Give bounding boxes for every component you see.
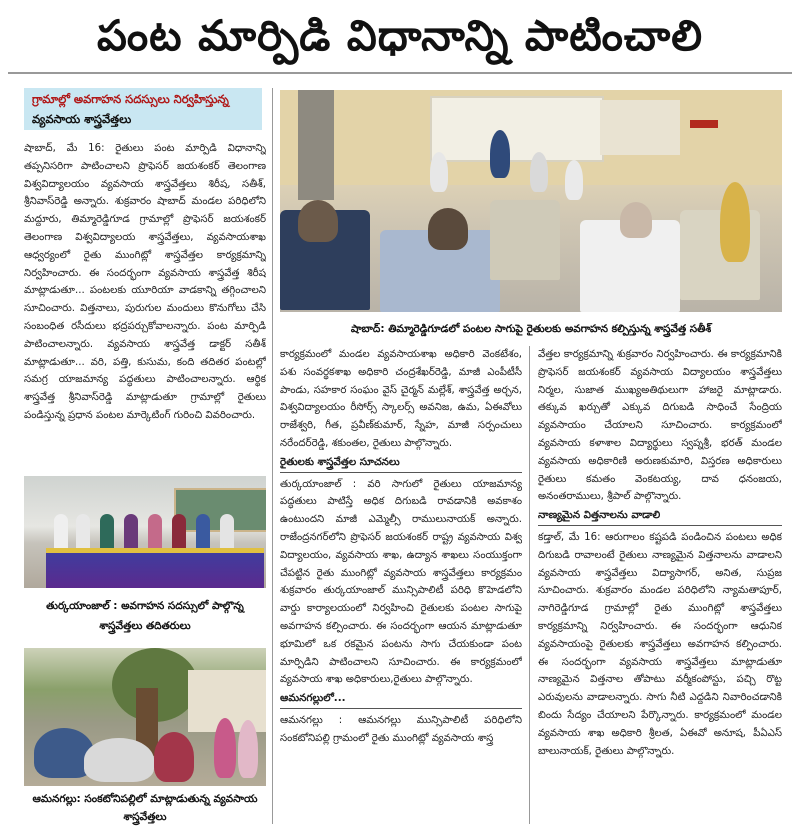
column2-body-turkayamjal: తుర్కయాంజాల్ : వరి సాగులో రైతులు యాజమాన్య పద్ధతులు పాటిస్తే అధిక దిగుబడి రావడానికి అవకాశం ఉంటుందని మాజీ ఎమ్మెల్సీ రాములునాయక్ అన్నారు. రాజేంద్రనగర్‌లోని ప్రొఫెసర్ జయశంకర్ రాష్ట్ర వ్యవసాయ విశ్వ విద్యాలయం, వ్యవసాయ శాఖ, ఉద్యాన శాఖలు సంయుక్తంగా చేపట్టిన రైతు ముంగిట్లో వ్యవసాయ శాస్త్రవేత్తలు కార్యక్రమం శుక్రవారం తుర్కయాంజాల్ మున్సిపాలిటీ పరిధి కొహెడలోని వార్డు కార్యాలయంలో నిర్వహించి రైతులకు పంటల సాగుపై అవగాహన కల్పించారు. ఈ సందర్భంగా ఆయన మాట్లాడుతూ భూమిలో ఒక రకమైన పంటను సాగు చేయకుండా పంట మార్పిడిని పాటించాలని సూచించారు. ఈ కార్యక్రమంలో వ్యవసాయ శాఖ అధికారులు,రైతులు పాల్గొన్నారు.	[280, 478, 522, 686]
photo-turkayamjal-meeting	[24, 476, 266, 588]
seated-figure	[530, 152, 548, 192]
kicker-line-1: గ్రామాల్లో అవగాహన సదస్సులు నిర్వహిస్తున్న	[32, 92, 229, 106]
article-body-shabad: షాబాద్, మే 16: రైతులు పంట మార్పిడి విధానాన్ని తప్పనిసరిగా పాటించాలని ప్రొఫెసర్ జయశంకర్ తెలంగాణ విశ్వవిద్యాలయం వ్యవసాయ శాస్త్రవేత్తలు శిరీష, సతీశ్, శ్రీనివాస్‌రెడ్డి అన్నారు. శుక్రవారం షాబాద్ మండల పరిధిలోని మద్దూరు, తిమ్మారెడ్డిగూడ గ్రామాల్లో ప్రొఫెసర్ జయశంకర్ తెలంగాణ విశ్వవిద్యాలయ శాస్త్రవేత్తలు, వ్యవసాయశాఖ ఆధ్వర్యంలో రైతు ముంగిట్లో శాస్త్రవేత్తల కార్యక్రమాన్ని నిర్వహించారు. ఈ సందర్భంగా వ్యవసాయ శాస్త్రవేత్త శిరీష మాట్లాడుతూ... పంటలకు యూరియా వాడకాన్ని తగ్గించాలని సూచించారు. విత్తనాలు, పురుగుల మందులు కొనుగోలు చేసి సంబంధిత రసీదులు భద్రపర్చుకోవాలన్నారు. పంట మార్పిడి పాటించాలన్నారు. వ్యవసాయ శాస్త్రవేత్త డాక్టర్ సతీశ్ మాట్లాడుతూ... వరి, పత్తి, కుసుమ, కంది తదితర పంటల్లో సమగ్ర యాజమాన్య పద్ధతులు పాటించాలన్నారు. ఆర్థిక శాస్త్రవేత్త శ్రీనివాస్‌రెడ్డి మాట్లాడుతూ గ్రామాల్లో రైతులు పండిస్తున్న ప్రధాన పంటల మార్కెటింగ్ గురించి వివరించారు.	[24, 143, 266, 421]
page-headline: పంట మార్పిడి విధానాన్ని పాటించాలి	[96, 11, 704, 60]
subheading-farmer-suggestions: రైతులకు శాస్త్రవేత్తల సూచనలు	[280, 454, 522, 473]
seated-figure	[430, 152, 448, 192]
column2-intro: కార్యక్రమంలో మండల వ్యవసాయశాఖ అధికారి వెంకటేశం, పశు సంవర్థకశాఖ అధికారి చంద్రశేఖర్‌రెడ్డి, మాజీ ఎంపీటీసీ పాండు, సహకార సంఘం వైస్ చైర్మన్ మల్లేశ్, శాస్త్రవేత్త అర్చన, విశ్వవిద్యాలయం రీసోర్స్ స్కాలర్స్ అవనిజ, ఉమ, ఏఈవోలు రాజేశ్వరి, గీత, ప్రవీణ్‌కుమార్, స్నేహ, మాజీ సర్పంచులు నరేందర్‌రెడ్డి, శకుంతల, రైతులు పాల్గొన్నారు.	[280, 349, 522, 449]
article-column-2	[280, 346, 522, 824]
main-photo-caption: షాబాద్: తిమ్మారెడ్డిగూడలో పంటల సాగుపై రైతులకు అవగాహన కల్పిస్తున్న శాస్త్రవేత్త సతీశ్	[350, 323, 712, 335]
audience-figure-woman	[720, 182, 750, 262]
speaker-figure	[490, 130, 510, 178]
article-column-1	[24, 140, 266, 472]
column3-body-kadthal: కడ్తాల్, మే 16: ఆరుగాలం కష్టపడి పండించిన పంటలు అధిక దిగుబడి రావాలంటే రైతులు నాణ్యమైన విత్తనాలను వాడాలని వ్యవసాయ శాస్త్రవేత్తలు విద్యాసాగర్, అనిత, సుప్రజ సూచించారు. శుక్రవారం మండల పరిధిలోని న్యామతాపూర్, నాగిరెడ్డిగూడ గ్రామాల్లో రైతు ముంగిట్లో శాస్త్రవేత్తలు కార్యక్రమాన్ని నిర్వహించారు. ఈ సందర్భంగా ఆధునిక వ్యవసాయంపై రైతులకు శాస్త్రవేత్తలు అవగాహన కల్పించారు. ఈ సందర్భంగా వ్యవసాయ శాస్త్రవేత్తలు మాట్లాడుతూ నాణ్యమైన విత్తనాల తోపాటు వర్మీకంపోస్టు, పచ్చి రొట్ట ఎరువులను వాడాలన్నారు. సాగు నీటి ఎద్దడిని నివారించడానికి బిందు సేద్యం చేయాలని పేర్కొన్నారు. కార్యక్రమంలో మండల వ్యవసాయ శాఖ అధికారి శ్రీలత, ఏఈవో అనూష, పీఏఎస్ బాలునాయక్, రైతులు పాల్గొన్నారు.	[538, 531, 782, 757]
stage-table	[46, 548, 264, 588]
seated-crowd	[154, 732, 194, 782]
kicker-box	[24, 88, 262, 130]
column2-body-amanagallu: ఆమనగల్లు : ఆమనగల్లు మున్సిపాలిటీ పరిధిలోని సంకటోనిపల్లి గ్రామంలో రైతు ముంగిట్లో వ్యవసాయ శాస్త్ర	[280, 714, 522, 744]
headline-rule	[8, 72, 792, 74]
standing-woman	[214, 718, 236, 778]
subheading-quality-seeds: నాణ్యమైన విత్తనాలను వాడాలి	[538, 507, 782, 526]
photo-amanagallu-caption: ఆమనగల్లు: సంకటోనిపల్లిలో మాట్లాడుతున్న వ్యవసాయ శాస్త్రవేత్తలు	[32, 793, 258, 823]
seated-crowd	[84, 738, 154, 782]
standing-woman	[238, 720, 258, 778]
kicker-line-2: వ్యవసాయ శాస్త్రవేత్తలు	[32, 112, 132, 126]
seated-figure	[565, 160, 583, 200]
plastic-chair	[490, 200, 560, 280]
column-divider	[529, 346, 530, 824]
photo-banner	[430, 96, 604, 162]
photo-turkayamjal-caption: తుర్కయాంజాల్ : అవగాహన సదస్సులో పాల్గొన్న శాస్త్రవేత్తలు తదితరులు	[46, 600, 244, 632]
column-divider	[272, 88, 273, 824]
photo-red-sign	[690, 120, 718, 128]
table-cloth-stripe	[46, 548, 264, 553]
photo-amanagallu-meeting	[24, 648, 266, 786]
main-photo-farmers-meeting	[280, 90, 782, 312]
audience-head	[428, 208, 468, 250]
column3-intro: వేత్తల కార్యక్రమాన్ని శుక్రవారం నిర్వహించారు. ఈ కార్యక్రమానికి ప్రొఫెసర్ జయశంకర్ వ్యవసాయ విద్యాలయం శాస్త్రవేత్తలు నిర్మల, సుజాత ముఖ్యఅతిథులుగా హాజరై మాట్లాడారు. తక్కువ ఖర్చుతో ఎక్కువ దిగుబడి సాధించే సేంద్రియ వ్యవసాయం చేయాలని సూచించారు. కార్యక్రమంలో వ్యవసాయ కళాశాల విద్యార్థులు స్వప్నశ్రీ, భరత్ మండల వ్యవసాయ అధికారిణి అరుణకుమారి, విస్తరణ అధికారులు రైతులు కమతం వెంకటయ్య, దావ ధనంజయ, అనంతరాములు, శ్రీపాల్ పాల్గొన్నారు.	[538, 349, 782, 503]
photo-banner-2	[600, 100, 680, 155]
audience-head	[298, 200, 338, 242]
article-column-3	[538, 346, 782, 824]
photo-door	[298, 90, 334, 200]
subheading-amanagallu: ఆమనగల్లులో...	[280, 690, 522, 709]
audience-head	[620, 202, 652, 238]
